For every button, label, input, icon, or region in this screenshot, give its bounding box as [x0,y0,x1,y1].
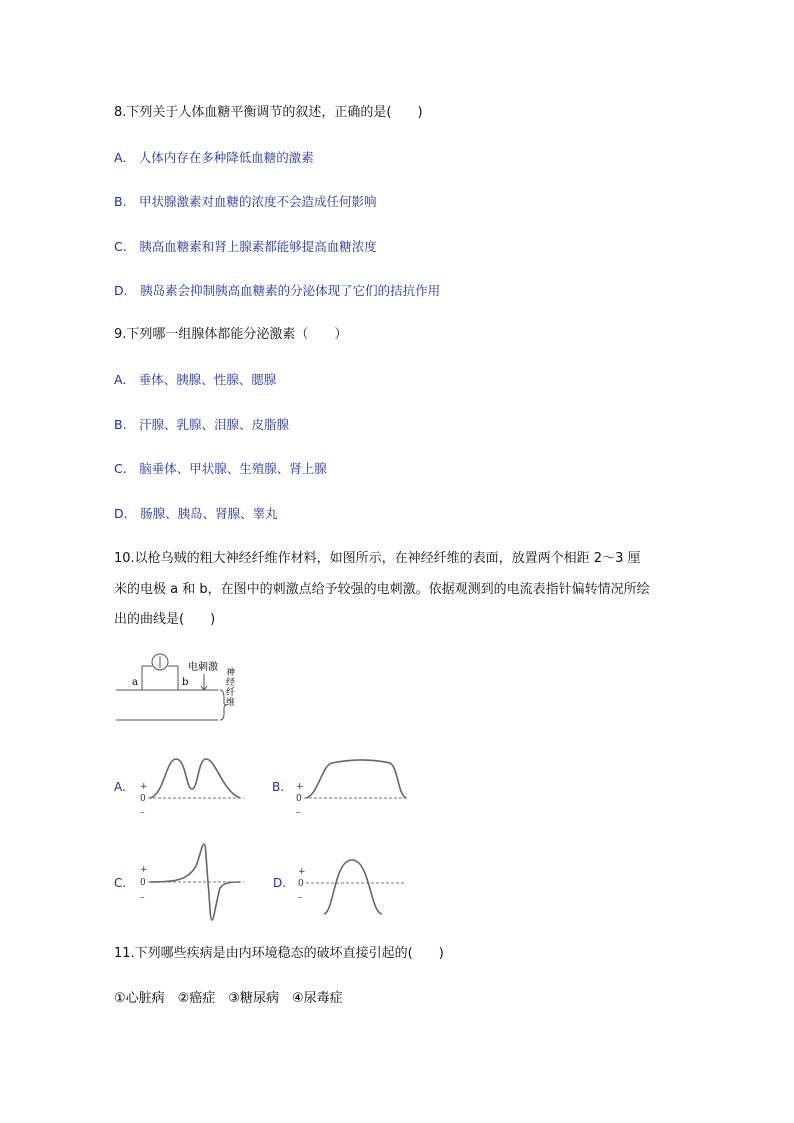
q9-option-a: A. 垂体、胰腺、性腺、腮腺 [114,372,277,387]
q9-option-b: B. 汗腺、乳腺、泪腺、皮脂腺 [114,417,290,432]
graph-b [292,755,412,817]
axis-plus-d: + [298,867,306,877]
axis-minus-a: – [140,808,145,817]
q10-stem-line-3: 出的曲线是( ) [114,612,216,627]
axis-zero-a: 0 [140,794,146,804]
q10-stem-line-1: 10.以枪乌贼的粗大神经纤维作材料，如图所示，在神经纤维的表面，放置两个相距 2～3 厘 [114,551,641,566]
electrode-a-label: a [132,677,138,688]
axis-zero-c: 0 [140,878,146,888]
q11-stem: 11.下列哪些疾病是由内环境稳态的破坏直接引起的( ) [114,946,444,961]
graph-a [136,755,248,817]
q10-option-c-label: C. [114,876,127,890]
axis-minus-c: – [140,893,145,903]
electrode-b-label: b [182,677,189,688]
q8-stem: 8.下列关于人体血糖平衡调节的叙述，正确的是( ) [114,105,423,120]
axis-plus-c: + [140,865,148,875]
q10-option-d-label: D. [273,876,287,890]
axis-plus-b: + [296,782,304,792]
q9-option-d: D. 肠腺、胰岛、肾腺、睾丸 [114,506,278,521]
axis-minus-b: – [296,808,301,817]
q9-option-c: C. 脑垂体、甲状腺、生殖腺、肾上腺 [114,461,327,476]
q10-option-a-label: A. [114,780,126,794]
q10-stem-line-2: 米的电极 a 和 b，在图中的刺激点给予较强的电刺激。依据观测到的电流表指针偏转情况所绘 [114,582,650,597]
stimulus-label: 电刺激 [188,662,218,673]
q8-option-c: C. 胰高血糖素和肾上腺素都能够提高血糖浓度 [114,239,377,254]
q10-option-b-label: B. [272,780,285,794]
axis-zero-b: 0 [296,794,302,804]
axis-minus-d: – [298,893,303,903]
graph-c [136,840,248,922]
axis-plus-a: + [140,782,148,792]
graph-d [294,852,410,922]
q8-option-a: A. 人体内存在多种降低血糖的激素 [114,150,314,165]
q8-option-b: B. 甲状腺激素对血糖的浓度不会造成任何影响 [114,194,377,209]
axis-zero-d: 0 [298,879,304,889]
fiber-label: 神 经 纤 维 [226,668,236,708]
q8-option-d: D. 胰岛素会抑制胰高血糖素的分泌体现了它们的拮抗作用 [114,283,441,298]
q11-choices: ①心脏病 ②癌症 ③糖尿病 ④尿毒症 [114,991,343,1006]
q9-stem: 9.下列哪一组腺体都能分泌激素（ ） [114,327,348,342]
